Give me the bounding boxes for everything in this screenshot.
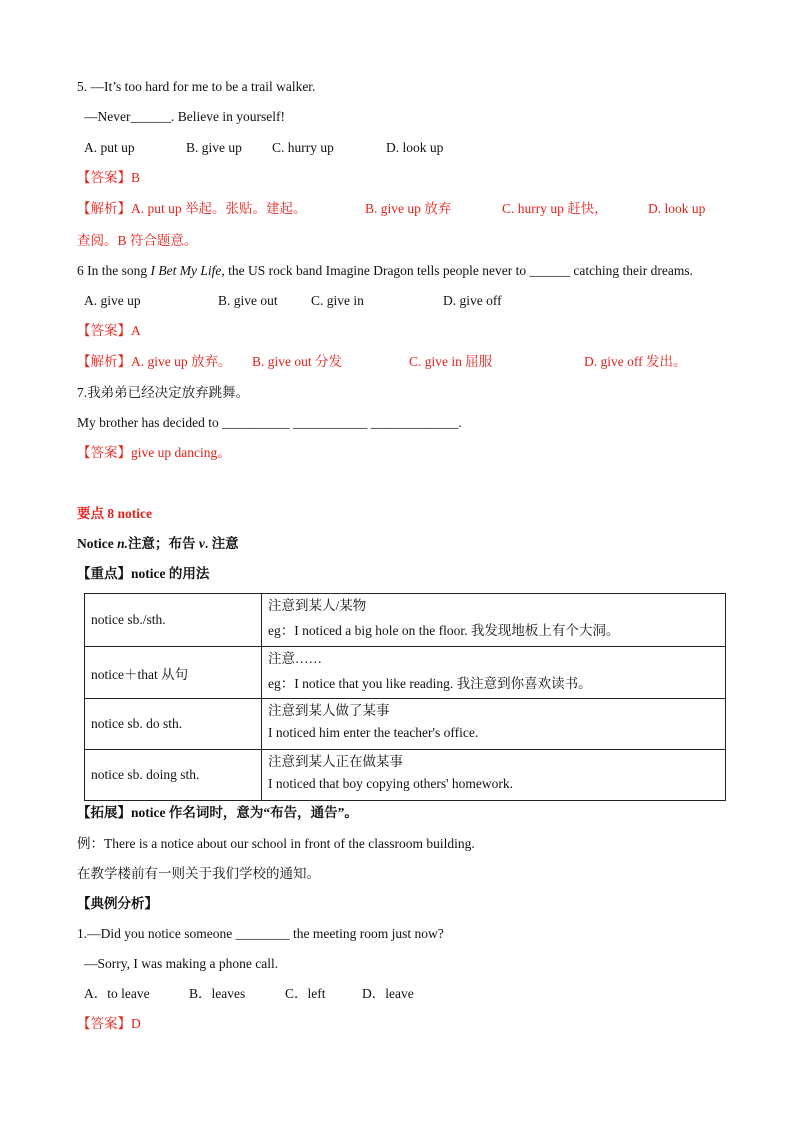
q7-chinese: 7.我弟弟已经决定放弃跳舞。 xyxy=(77,385,250,400)
table-row xyxy=(85,699,726,750)
q6-song-title: I Bet My Life xyxy=(150,263,222,278)
q5-analysis-a: 【解析】A. put up 举起。张贴。建起。 xyxy=(77,201,307,216)
table-row xyxy=(85,647,726,699)
example-q1-option-b: B．leaves xyxy=(189,986,246,1001)
definition-line xyxy=(77,535,239,553)
q7-answer: 【答案】give up dancing。 xyxy=(77,445,231,460)
example-q1-option-a: A．to leave xyxy=(84,986,150,1001)
definition-pos-noun: n. xyxy=(117,536,128,551)
q6-stem xyxy=(77,262,693,280)
key-point-title: 【重点】notice 的用法 xyxy=(77,566,210,581)
example-q1-stem: 1.—Did you notice someone ________ the meeting room just now? xyxy=(77,926,444,941)
q5-analysis-cont: 查阅。B 符合题意。 xyxy=(77,233,198,248)
usage-example: I noticed that boy copying others' homework. xyxy=(268,776,514,791)
usage-detail xyxy=(262,647,726,699)
q6-option-c: C. give in xyxy=(311,293,364,308)
q7-english: My brother has decided to __________ ___________ _____________. xyxy=(77,415,462,430)
table-row xyxy=(85,594,726,647)
usage-meaning: 注意…… xyxy=(268,651,322,666)
q6-analysis-b: B. give out 分发 xyxy=(252,354,342,369)
q5-option-d: D. look up xyxy=(386,140,444,155)
usage-example: eg：I notice that you like reading. 我注意到你喜欢读书。 xyxy=(268,676,592,691)
extension-example-zh: 在教学楼前有一则关于我们学校的通知。 xyxy=(77,866,320,881)
definition-meanings: 注意；布告 xyxy=(128,536,199,551)
q6-analysis-c: C. give in 屈服 xyxy=(409,354,493,369)
q6-option-b: B. give out xyxy=(218,293,278,308)
example-q1-answer: 【答案】D xyxy=(77,1016,141,1031)
definition-pos-verb: v xyxy=(198,536,205,551)
extension-example-en: 例：There is a notice about our school in front of the classroom building. xyxy=(77,836,475,851)
q6-analysis-a: 【解析】A. give up 放弃。 xyxy=(77,354,232,369)
q5-option-a: A. put up xyxy=(84,140,135,155)
definition-word: Notice xyxy=(77,536,118,551)
extension-title: 【拓展】notice 作名词时，意为“布告，通告”。 xyxy=(77,805,358,820)
usage-detail xyxy=(262,699,726,750)
example-q1-option-c: C．left xyxy=(285,986,326,1001)
section-heading: 要点 8 notice xyxy=(77,506,152,521)
usage-detail xyxy=(262,594,726,647)
q5-option-c: C. hurry up xyxy=(272,140,334,155)
q5-reply: —Never______. Believe in yourself! xyxy=(84,109,285,124)
q6-option-a: A. give up xyxy=(84,293,141,308)
q5-stem: 5. —It’s too hard for me to be a trail walker. xyxy=(77,79,316,94)
usage-example: eg：I noticed a big hole on the floor. 我发现地板上有个大洞。 xyxy=(268,623,620,638)
q5-analysis-d: D. look up xyxy=(648,201,706,216)
q6-analysis-d: D. give off 发出。 xyxy=(584,354,687,369)
q6-answer: 【答案】A xyxy=(77,323,141,338)
example-analysis-title: 【典例分析】 xyxy=(77,896,158,911)
definition-verb-meaning: . 注意 xyxy=(204,536,239,551)
usage-meaning: 注意到某人做了某事 xyxy=(268,703,390,718)
usage-pattern: notice sb. doing sth. xyxy=(85,750,262,801)
q5-analysis-b: B. give up 放弃 xyxy=(365,201,452,216)
q5-analysis-c: C. hurry up 赶快， xyxy=(502,201,608,216)
usage-detail xyxy=(262,750,726,801)
usage-meaning: 注意到某人正在做某事 xyxy=(268,754,403,769)
q6-option-d: D. give off xyxy=(443,293,502,308)
q5-option-b: B. give up xyxy=(186,140,242,155)
q6-stem-pre: 6 In the song xyxy=(77,263,151,278)
usage-example: I noticed him enter the teacher's office. xyxy=(268,725,479,740)
example-q1-reply: —Sorry, I was making a phone call. xyxy=(84,956,279,971)
usage-pattern: notice＋that 从句 xyxy=(85,647,262,699)
usage-table xyxy=(84,593,726,801)
q5-answer: 【答案】B xyxy=(77,170,141,185)
usage-pattern: notice sb./sth. xyxy=(85,594,262,647)
example-q1-option-d: D．leave xyxy=(362,986,414,1001)
usage-pattern: notice sb. do sth. xyxy=(85,699,262,750)
table-row xyxy=(85,750,726,801)
q6-stem-post: , the US rock band Imagine Dragon tells people never to ______ catching their dreams. xyxy=(221,263,693,278)
usage-meaning: 注意到某人/某物 xyxy=(268,598,367,613)
